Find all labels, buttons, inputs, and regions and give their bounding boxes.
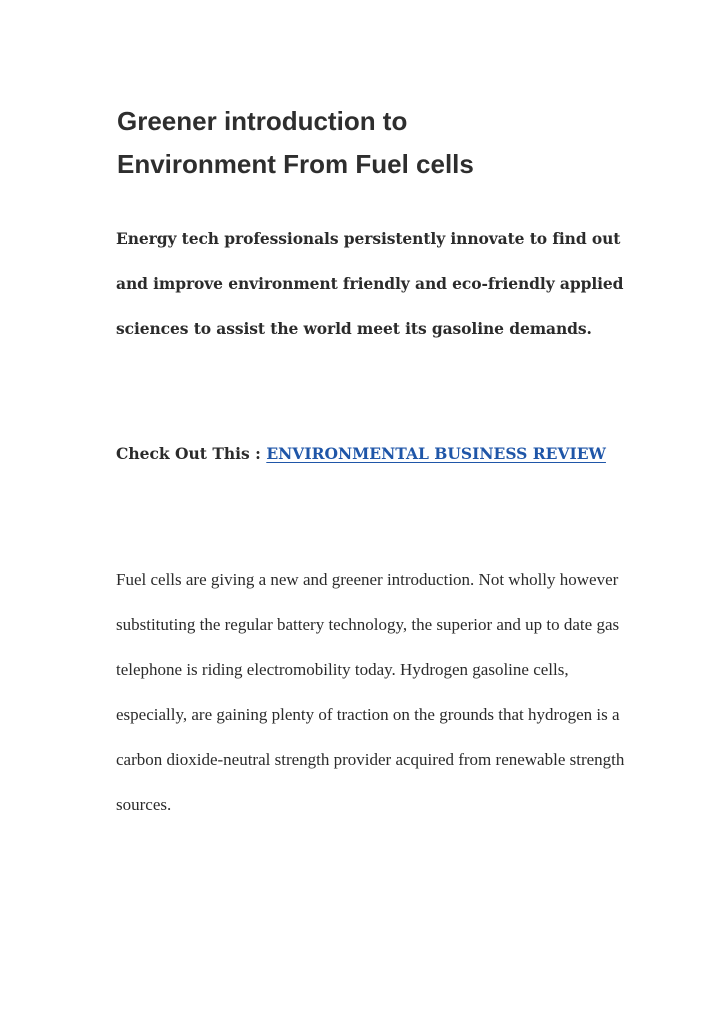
title-line-2: Environment From Fuel cells: [117, 149, 474, 179]
check-out-paragraph: [116, 431, 636, 476]
intro-paragraph: Energy tech professionals persistently innovate to find out and improve environment friendly and eco-friendly applied sciences to assist the world meet its gasoline demands.: [116, 229, 624, 338]
check-out-label: Check Out This :: [116, 444, 267, 463]
body-paragraph: Fuel cells are giving a new and greener introduction. Not wholly however substituting the regular battery technology, the superior and up to date gas telephone is riding electromobility today. Hydrogen gasoline cells, especially, are gaining plenty of traction on the grounds that hydrogen is a carbon dioxide-neutral strength provider acquired from renewable strength sources.: [116, 570, 625, 814]
environmental-business-review-link[interactable]: ENVIRONMENTAL BUSINESS REVIEW: [266, 444, 606, 463]
title-line-1: Greener introduction to: [117, 106, 408, 136]
page-title: [117, 100, 637, 186]
